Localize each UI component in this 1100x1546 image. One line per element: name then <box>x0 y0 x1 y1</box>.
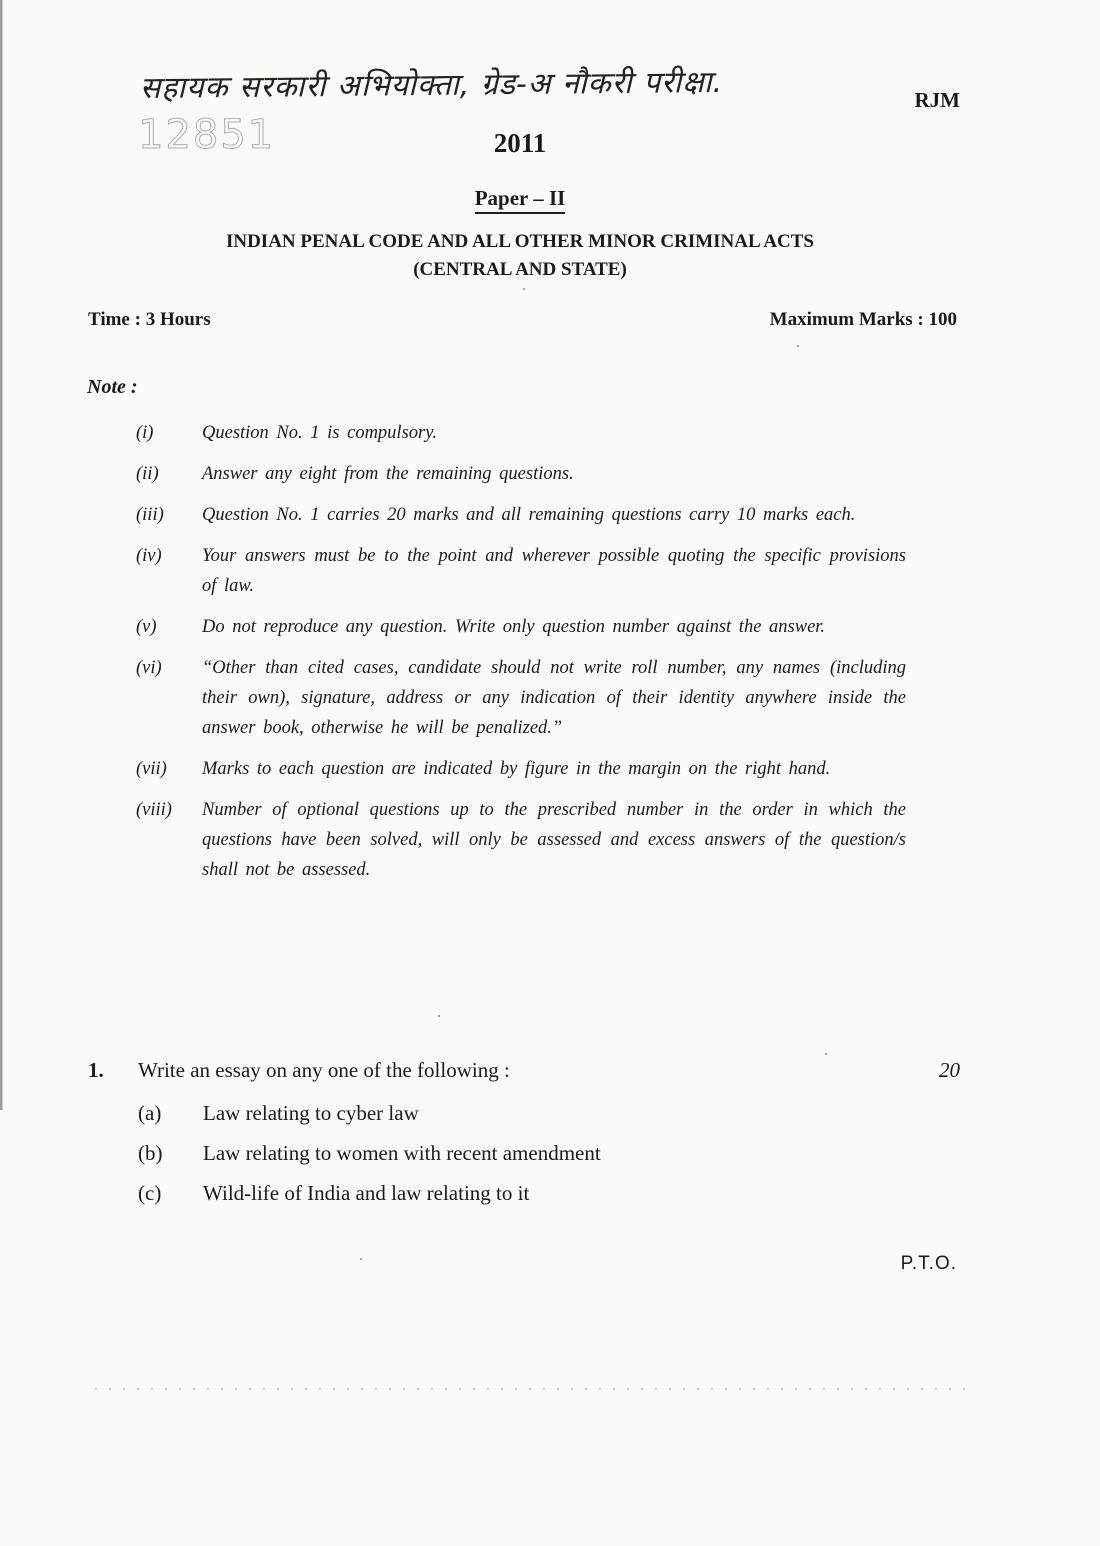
question-option <box>138 1093 960 1133</box>
question-marks: 20 <box>939 1058 960 1082</box>
note-text: Question No. 1 carries 20 marks and all remaining questions carry 10 marks each. <box>202 505 856 525</box>
note-item <box>136 795 906 885</box>
scan-speck <box>523 288 525 290</box>
paper-code: RJM <box>914 88 960 112</box>
note-item <box>136 754 906 784</box>
notes-list <box>136 418 906 896</box>
pto-label: P.T.O. <box>900 1253 957 1274</box>
note-item <box>136 459 906 489</box>
subject-line-1: INDIAN PENAL CODE AND ALL OTHER MINOR CRIMINAL ACTS <box>225 231 815 252</box>
paper-number <box>0 186 1040 211</box>
question-option <box>138 1133 960 1173</box>
note-item <box>136 418 906 448</box>
paper-number-text: Paper – II <box>475 186 566 214</box>
question-options <box>138 1093 960 1213</box>
note-text: Marks to each question are indicated by figure in the margin on the right hand. <box>202 759 831 779</box>
scan-dotted-line <box>95 1388 965 1390</box>
subject-title <box>0 228 1040 284</box>
note-text: Number of optional questions up to the prescribed number in the order in which the questions have been solved, will only be assessed and excess answers of the question/s shall not be assessed. <box>202 800 906 880</box>
serial-stamp: 12851 <box>138 112 276 158</box>
option-text: Law relating to women with recent amendment <box>203 1141 601 1165</box>
note-number: (iii) <box>136 505 164 525</box>
question-text: Write an essay on any one of the following : <box>138 1058 510 1082</box>
question-1 <box>88 1058 960 1213</box>
note-number: (vii) <box>136 759 167 779</box>
scan-speck <box>438 1015 440 1017</box>
note-text: “Other than cited cases, candidate should not write roll number, any names (including their own), signature, address or any indication of their identity anywhere inside the answer book, otherwise he will be penalized.” <box>202 658 906 738</box>
exam-year: 2011 <box>493 128 547 158</box>
option-text: Law relating to cyber law <box>203 1101 419 1125</box>
question-1-stem <box>88 1058 960 1083</box>
note-number: (ii) <box>136 464 159 484</box>
time-allowed: Time : 3 Hours <box>88 309 211 330</box>
subject-line-2: (CENTRAL AND STATE) <box>413 259 627 280</box>
question-option <box>138 1173 960 1213</box>
note-number: (iv) <box>136 546 162 566</box>
binding-edge <box>0 0 6 1110</box>
question-number: 1. <box>88 1058 104 1082</box>
scan-speck <box>797 345 799 347</box>
note-item <box>136 500 906 530</box>
note-text: Your answers must be to the point and wherever possible quoting the specific provisions of law. <box>202 546 906 596</box>
note-text: Answer any eight from the remaining questions. <box>202 464 574 484</box>
note-text: Question No. 1 is compulsory. <box>202 423 438 443</box>
note-number: (vi) <box>136 658 162 678</box>
scan-speck <box>825 1053 827 1055</box>
note-item <box>136 612 906 642</box>
option-label: (a) <box>138 1101 162 1125</box>
option-text: Wild-life of India and law relating to it <box>203 1181 530 1205</box>
maximum-marks: Maximum Marks : 100 <box>769 309 957 330</box>
note-text: Do not reproduce any question. Write only question number against the answer. <box>202 617 826 637</box>
scan-speck <box>360 1258 362 1260</box>
option-label: (b) <box>138 1141 163 1165</box>
note-heading: Note : <box>87 376 138 398</box>
handwritten-title: सहायक सरकारी अभियोक्ता, ग्रेड-अ नौकरी परीक्षा. <box>139 64 724 106</box>
note-item <box>136 541 906 601</box>
note-item <box>136 653 906 743</box>
note-number: (v) <box>136 617 157 637</box>
note-number: (viii) <box>136 800 172 820</box>
option-label: (c) <box>138 1181 162 1205</box>
note-number: (i) <box>136 423 154 443</box>
